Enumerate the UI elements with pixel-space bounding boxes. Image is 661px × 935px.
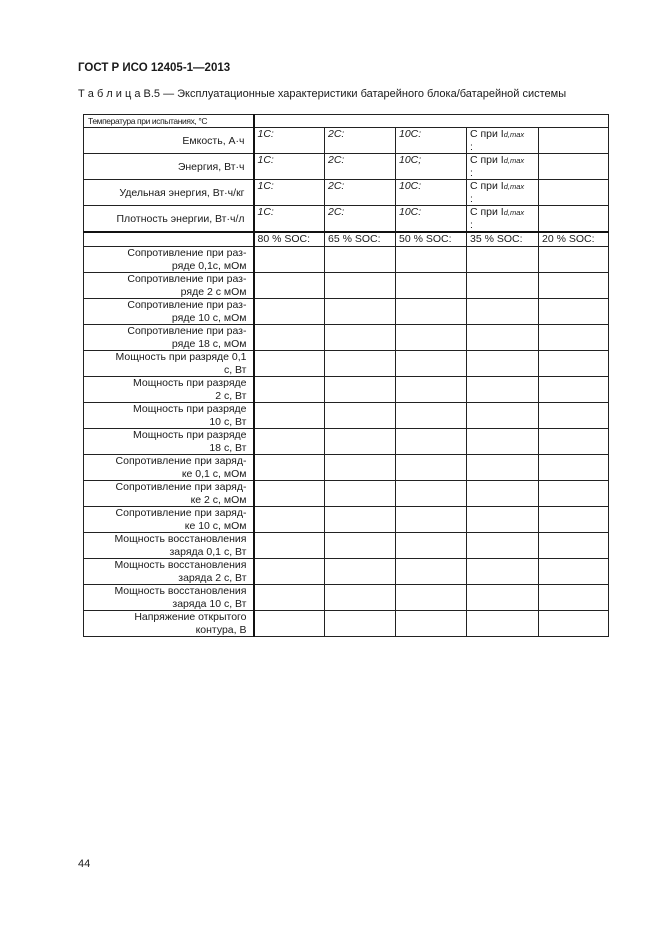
measure-row [84, 533, 609, 559]
temperature-value-cell [254, 115, 609, 128]
max-current-cell [467, 180, 539, 206]
row-label [84, 429, 254, 455]
row-label [84, 559, 254, 585]
rate-cell [325, 154, 396, 180]
value-cell [467, 299, 539, 325]
value-cell [325, 325, 396, 351]
value-cell [539, 377, 609, 403]
soc-header: 65 % SOC: [325, 232, 396, 247]
row-label-line2: 18 с, Вт [209, 441, 247, 454]
value-cell [539, 273, 609, 299]
max-current-suffix: : [470, 141, 473, 153]
value-cell [254, 247, 325, 273]
value-cell [467, 533, 539, 559]
rate-cell [254, 180, 325, 206]
value-cell [254, 403, 325, 429]
row-label-line1: Мощность при разряде 0,1 [115, 351, 247, 363]
row-label [84, 533, 254, 559]
value-cell [396, 507, 467, 533]
table-caption: Т а б л и ц а В.5 — Эксплуатационные характеристики батарейного блока/батарейной системы [78, 88, 567, 100]
max-current-cell [467, 206, 539, 233]
rate-label: 1C: [257, 206, 274, 218]
value-cell [254, 429, 325, 455]
value-cell [325, 273, 396, 299]
rate-label: 2C: [328, 154, 345, 166]
value-cell [254, 481, 325, 507]
max-current-subscript: d,max [503, 156, 525, 165]
max-current-prefix: C при I [470, 206, 504, 218]
value-cell [539, 325, 609, 351]
soc-header: 20 % SOC: [539, 232, 609, 247]
value-cell [467, 585, 539, 611]
row-label-line1: Сопротивление при раз- [127, 273, 247, 285]
value-cell [325, 403, 396, 429]
row-label-line2: заряда 0,1 с, Вт [169, 545, 247, 558]
value-cell [396, 585, 467, 611]
measure-row [84, 455, 609, 481]
value-cell [539, 481, 609, 507]
value-cell [396, 403, 467, 429]
row-label [84, 273, 254, 299]
row-label-line1: Сопротивление при раз- [127, 325, 247, 337]
value-cell [396, 481, 467, 507]
value-cell [467, 507, 539, 533]
value-cell [396, 429, 467, 455]
soc-label-cell [84, 232, 254, 247]
value-cell [325, 455, 396, 481]
rate-label: 1C: [257, 154, 274, 166]
measure-row [84, 299, 609, 325]
row-label-line2: ряде 0,1с, мОм [171, 259, 247, 272]
empty-cell [539, 154, 609, 180]
row-label-line2: 10 с, Вт [209, 415, 247, 428]
row-label-line1: Мощность восстановления [114, 533, 247, 545]
row-label-line1: Мощность восстановления [114, 559, 247, 571]
row-label [84, 585, 254, 611]
max-current-cell [467, 128, 539, 154]
rate-cell [254, 154, 325, 180]
value-cell [396, 559, 467, 585]
row-label-line1: Мощность при разряде [133, 403, 247, 415]
max-current-cell [467, 154, 539, 180]
max-current-prefix: C при I [470, 154, 504, 166]
rate-label: 10C: [399, 128, 422, 140]
rate-cell [325, 206, 396, 233]
value-cell [325, 533, 396, 559]
value-cell [467, 611, 539, 637]
value-cell [325, 299, 396, 325]
rate-cell [396, 154, 467, 180]
max-current-prefix: C при I [470, 180, 504, 192]
value-cell [467, 403, 539, 429]
row-label [84, 325, 254, 351]
row-label [84, 455, 254, 481]
max-current-suffix: : [470, 219, 473, 231]
rate-cell [325, 180, 396, 206]
row-label-line1: Напряжение открытого [134, 611, 247, 623]
rate-label: 10C: [399, 180, 422, 192]
value-cell [539, 351, 609, 377]
capacity-row [84, 206, 609, 233]
value-cell [325, 559, 396, 585]
measure-row [84, 273, 609, 299]
row-label: Удельная энергия, Вт·ч/кг [84, 180, 254, 206]
rate-label: 2C: [328, 180, 345, 192]
value-cell [325, 481, 396, 507]
measure-row [84, 481, 609, 507]
measure-row [84, 325, 609, 351]
max-current-subscript: d,max [503, 182, 525, 191]
performance-table [83, 114, 609, 637]
measure-row [84, 585, 609, 611]
max-current-suffix: : [470, 167, 473, 179]
measure-row [84, 611, 609, 637]
measure-row [84, 377, 609, 403]
row-label-line2: с, Вт [223, 363, 247, 376]
row-label-line1: Сопротивление при заряд- [115, 455, 247, 467]
value-cell [254, 585, 325, 611]
row-label-line2: заряда 2 с, Вт [178, 571, 247, 584]
row-label-line2: ке 2 с, мОм [190, 493, 247, 506]
value-cell [325, 429, 396, 455]
row-label-line2: заряда 10 с, Вт [172, 597, 247, 610]
measure-row [84, 507, 609, 533]
max-current-prefix: C при I [470, 128, 504, 140]
rate-label: 2C: [328, 206, 345, 218]
value-cell [539, 299, 609, 325]
value-cell [467, 377, 539, 403]
rate-cell [325, 128, 396, 154]
empty-cell [539, 128, 609, 154]
value-cell [539, 455, 609, 481]
value-cell [254, 559, 325, 585]
empty-cell [539, 206, 609, 233]
value-cell [396, 273, 467, 299]
rate-label: 1C: [257, 128, 274, 140]
row-label [84, 481, 254, 507]
value-cell [539, 611, 609, 637]
rate-cell [396, 206, 467, 233]
row-label [84, 507, 254, 533]
value-cell [396, 351, 467, 377]
row-label [84, 377, 254, 403]
value-cell [539, 507, 609, 533]
rate-label: 10C: [399, 206, 422, 218]
temperature-row [84, 115, 609, 128]
row-label-line2: 2 с, Вт [215, 389, 247, 402]
max-current-suffix: : [470, 193, 473, 205]
rate-cell [254, 128, 325, 154]
value-cell [396, 455, 467, 481]
value-cell [254, 351, 325, 377]
value-cell [467, 325, 539, 351]
value-cell [467, 429, 539, 455]
value-cell [254, 507, 325, 533]
row-label-line2: ке 0,1 с, мОм [181, 467, 247, 480]
rate-label: 1C: [257, 180, 274, 192]
rate-cell [396, 180, 467, 206]
row-label-line2: контура, В [195, 623, 247, 636]
value-cell [467, 247, 539, 273]
value-cell [325, 247, 396, 273]
value-cell [539, 429, 609, 455]
row-label [84, 611, 254, 637]
value-cell [325, 585, 396, 611]
rate-label: 10C; [399, 154, 422, 166]
value-cell [467, 455, 539, 481]
row-label-line1: Сопротивление при заряд- [115, 507, 247, 519]
value-cell [325, 507, 396, 533]
empty-cell [539, 180, 609, 206]
value-cell [396, 377, 467, 403]
rate-cell [396, 128, 467, 154]
row-label-line2: ряде 2 с мОм [180, 285, 247, 298]
capacity-row [84, 128, 609, 154]
value-cell [254, 325, 325, 351]
row-label: Энергия, Вт·ч [84, 154, 254, 180]
temperature-label: Температура при испытаниях, °С [84, 115, 254, 128]
soc-header-row [84, 232, 609, 247]
row-label-line1: Мощность при разряде [133, 377, 247, 389]
value-cell [396, 325, 467, 351]
value-cell [539, 403, 609, 429]
measure-row [84, 429, 609, 455]
row-label [84, 299, 254, 325]
page-number: 44 [78, 858, 91, 870]
row-label [84, 247, 254, 273]
measure-row [84, 403, 609, 429]
row-label-line1: Мощность восстановления [114, 585, 247, 597]
value-cell [467, 559, 539, 585]
value-cell [325, 351, 396, 377]
value-cell [396, 247, 467, 273]
value-cell [254, 533, 325, 559]
row-label-line1: Мощность при разряде [133, 429, 247, 441]
capacity-row [84, 180, 609, 206]
row-label [84, 351, 254, 377]
value-cell [254, 273, 325, 299]
row-label-line2: ряде 10 с, мОм [171, 311, 247, 324]
max-current-subscript: d,max [503, 208, 525, 217]
value-cell [254, 611, 325, 637]
soc-header: 80 % SOC: [254, 232, 325, 247]
value-cell [539, 559, 609, 585]
value-cell [396, 533, 467, 559]
rate-label: 2C: [328, 128, 345, 140]
value-cell [254, 377, 325, 403]
value-cell [467, 273, 539, 299]
measure-row [84, 351, 609, 377]
value-cell [325, 377, 396, 403]
value-cell [539, 533, 609, 559]
measure-row [84, 247, 609, 273]
value-cell [325, 611, 396, 637]
capacity-row [84, 154, 609, 180]
value-cell [254, 299, 325, 325]
soc-header: 35 % SOC: [467, 232, 539, 247]
row-label-line1: Сопротивление при заряд- [115, 481, 247, 493]
value-cell [539, 585, 609, 611]
rate-cell [254, 206, 325, 233]
document-title: ГОСТ Р ИСО 12405-1—2013 [78, 62, 231, 74]
row-label: Емкость, А·ч [84, 128, 254, 154]
row-label-line2: ряде 18 с, мОм [171, 337, 247, 350]
soc-header: 50 % SOC: [396, 232, 467, 247]
row-label: Плотность энергии, Вт·ч/л [84, 206, 254, 233]
row-label-line1: Сопротивление при раз- [127, 247, 247, 259]
value-cell [467, 351, 539, 377]
row-label-line2: ке 10 с, мОм [184, 519, 247, 532]
value-cell [396, 611, 467, 637]
row-label-line1: Сопротивление при раз- [127, 299, 247, 311]
max-current-subscript: d,max [503, 130, 525, 139]
value-cell [467, 481, 539, 507]
value-cell [396, 299, 467, 325]
value-cell [539, 247, 609, 273]
value-cell [254, 455, 325, 481]
row-label [84, 403, 254, 429]
measure-row [84, 559, 609, 585]
